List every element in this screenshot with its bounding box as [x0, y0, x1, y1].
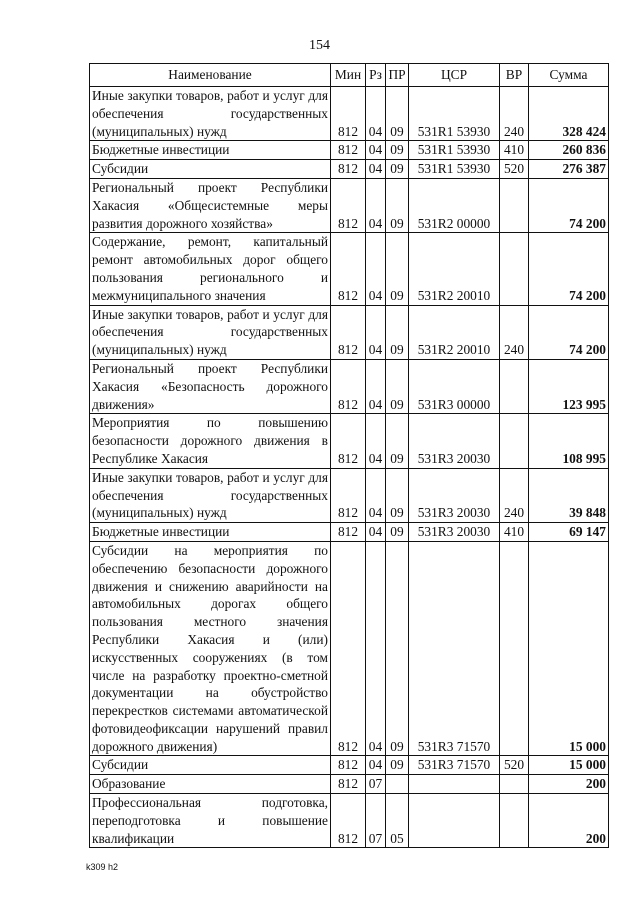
row-pr: 09 — [386, 178, 409, 232]
row-sum: 39 848 — [529, 468, 609, 522]
row-min: 812 — [331, 178, 366, 232]
row-rz: 04 — [366, 468, 386, 522]
row-csr: 531R1 53930 — [409, 87, 500, 141]
row-min: 812 — [331, 794, 366, 848]
row-csr: 531R2 00000 — [409, 178, 500, 232]
row-sum: 123 995 — [529, 359, 609, 413]
row-min: 812 — [331, 160, 366, 179]
row-sum: 200 — [529, 794, 609, 848]
row-sum: 69 147 — [529, 523, 609, 542]
row-name: Субсидии — [90, 160, 331, 179]
row-pr: 09 — [386, 359, 409, 413]
row-name: Региональный проект Республики Хакасия «Общесистемные меры развития дорожного хозяйства» — [90, 178, 331, 232]
row-csr — [409, 775, 500, 794]
row-min: 812 — [331, 756, 366, 775]
row-min: 812 — [331, 523, 366, 542]
row-vr: 410 — [500, 141, 529, 160]
row-pr: 09 — [386, 233, 409, 305]
page-number: 154 — [309, 38, 330, 53]
row-sum: 74 200 — [529, 178, 609, 232]
header-sum: Сумма — [529, 64, 609, 87]
table-row — [90, 523, 609, 542]
table-row — [90, 233, 609, 305]
footer-code: k309 h2 — [86, 862, 119, 872]
row-min: 812 — [331, 414, 366, 468]
table-row — [90, 87, 609, 141]
header-rz: Рз — [366, 64, 386, 87]
header-pr: ПР — [386, 64, 409, 87]
row-name: Иные закупки товаров, работ и услуг для обеспечения государственных (муниципальных) нужд — [90, 305, 331, 359]
row-name: Иные закупки товаров, работ и услуг для обеспечения государственных (муниципальных) нужд — [90, 87, 331, 141]
row-min: 812 — [331, 141, 366, 160]
row-pr: 09 — [386, 523, 409, 542]
row-pr: 09 — [386, 305, 409, 359]
row-rz: 04 — [366, 305, 386, 359]
table-row — [90, 468, 609, 522]
row-sum: 108 995 — [529, 414, 609, 468]
table-row — [90, 160, 609, 179]
row-name: Субсидии на мероприятия по обеспечению безопасности дорожного движения и снижению аварийности на автомобильных дорогах общего пользования местного значения Республики Хакасия и (или) искусственных сооружениях (в том числе на разработку проектно-сметной документации на обустройство перекрестков системами автоматической фотовидеофиксации нарушений правил дорожного движения) — [90, 541, 331, 756]
row-rz: 04 — [366, 414, 386, 468]
row-pr: 09 — [386, 160, 409, 179]
row-sum: 200 — [529, 775, 609, 794]
row-rz: 04 — [366, 359, 386, 413]
row-name: Иные закупки товаров, работ и услуг для обеспечения государственных (муниципальных) нужд — [90, 468, 331, 522]
row-pr: 09 — [386, 541, 409, 756]
row-vr: 520 — [500, 756, 529, 775]
table-header-row — [90, 64, 609, 87]
row-sum: 15 000 — [529, 541, 609, 756]
table-row — [90, 141, 609, 160]
row-rz: 04 — [366, 541, 386, 756]
table-row — [90, 794, 609, 848]
row-vr: 240 — [500, 87, 529, 141]
row-rz: 04 — [366, 87, 386, 141]
row-csr: 531R3 71570 — [409, 756, 500, 775]
budget-table — [89, 63, 609, 848]
row-vr — [500, 794, 529, 848]
row-sum: 15 000 — [529, 756, 609, 775]
row-vr — [500, 233, 529, 305]
row-csr: 531R1 53930 — [409, 160, 500, 179]
row-sum: 74 200 — [529, 305, 609, 359]
row-csr: 531R2 20010 — [409, 305, 500, 359]
row-name: Бюджетные инвестиции — [90, 141, 331, 160]
row-csr: 531R1 53930 — [409, 141, 500, 160]
row-name: Субсидии — [90, 756, 331, 775]
row-name: Бюджетные инвестиции — [90, 523, 331, 542]
table-row — [90, 414, 609, 468]
row-rz: 04 — [366, 141, 386, 160]
row-min: 812 — [331, 541, 366, 756]
header-vr: ВР — [500, 64, 529, 87]
row-vr — [500, 414, 529, 468]
row-vr — [500, 359, 529, 413]
header-name: Наименование — [90, 64, 331, 87]
row-name: Содержание, ремонт, капитальный ремонт автомобильных дорог общего пользования регионального и межмуниципального значения — [90, 233, 331, 305]
row-vr: 240 — [500, 468, 529, 522]
row-sum: 328 424 — [529, 87, 609, 141]
row-rz: 04 — [366, 523, 386, 542]
row-csr: 531R3 00000 — [409, 359, 500, 413]
row-vr: 410 — [500, 523, 529, 542]
row-min: 812 — [331, 87, 366, 141]
row-min: 812 — [331, 775, 366, 794]
row-pr: 05 — [386, 794, 409, 848]
row-csr: 531R3 71570 — [409, 541, 500, 756]
table-row — [90, 359, 609, 413]
row-pr — [386, 775, 409, 794]
row-name: Профессиональная подготовка, переподготовка и повышение квалификации — [90, 794, 331, 848]
row-pr: 09 — [386, 87, 409, 141]
row-vr — [500, 775, 529, 794]
row-pr: 09 — [386, 756, 409, 775]
row-min: 812 — [331, 468, 366, 522]
row-sum: 74 200 — [529, 233, 609, 305]
row-rz: 04 — [366, 178, 386, 232]
header-min: Мин — [331, 64, 366, 87]
table-row — [90, 541, 609, 756]
row-rz: 07 — [366, 794, 386, 848]
table-row — [90, 775, 609, 794]
row-sum: 260 836 — [529, 141, 609, 160]
row-rz: 07 — [366, 775, 386, 794]
row-pr: 09 — [386, 414, 409, 468]
row-min: 812 — [331, 233, 366, 305]
row-name: Мероприятия по повышению безопасности дорожного движения в Республике Хакасия — [90, 414, 331, 468]
row-csr — [409, 794, 500, 848]
row-pr: 09 — [386, 141, 409, 160]
row-name: Региональный проект Республики Хакасия «Безопасность дорожного движения» — [90, 359, 331, 413]
row-rz: 04 — [366, 233, 386, 305]
row-vr: 240 — [500, 305, 529, 359]
row-vr — [500, 178, 529, 232]
row-csr: 531R3 20030 — [409, 468, 500, 522]
table-row — [90, 178, 609, 232]
row-pr: 09 — [386, 468, 409, 522]
row-min: 812 — [331, 305, 366, 359]
row-name: Образование — [90, 775, 331, 794]
row-csr: 531R2 20010 — [409, 233, 500, 305]
row-rz: 04 — [366, 756, 386, 775]
row-vr: 520 — [500, 160, 529, 179]
row-sum: 276 387 — [529, 160, 609, 179]
row-csr: 531R3 20030 — [409, 523, 500, 542]
row-vr — [500, 541, 529, 756]
row-csr: 531R3 20030 — [409, 414, 500, 468]
row-rz: 04 — [366, 160, 386, 179]
header-csr: ЦСР — [409, 64, 500, 87]
row-min: 812 — [331, 359, 366, 413]
table-row — [90, 305, 609, 359]
table-row — [90, 756, 609, 775]
